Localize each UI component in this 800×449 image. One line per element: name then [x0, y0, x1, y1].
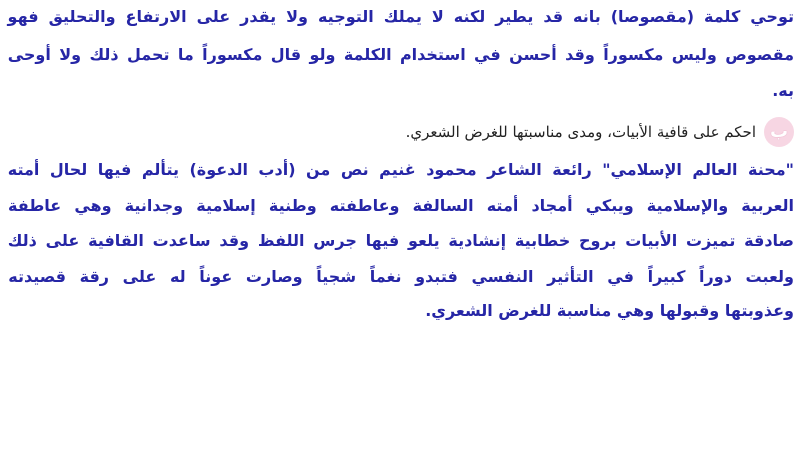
question-row: [406, 114, 794, 150]
answer-line: العربية والإسلامية ويبكي أمجاد أمته السالفة وعاطفته وطنية إسلامية وجدانية وهي عاطفة: [8, 196, 794, 215]
paragraph-line: توحي كلمة (مقصوصا) بانه قد يطير لكنه لا يملك التوجيه ولا يقدر على الارتفاع والتحليق فهو: [7, 7, 794, 26]
answer-line: وعذوبتها وقبولها وهي مناسبة للغرض الشعري.: [425, 301, 794, 320]
answer-line: ولعبت دوراً كبيراً في التأثير النفسي فتبدو نغماً شجياً وصارت عوناً له على رقة قصيدته: [8, 267, 794, 286]
paragraph-line: به.: [772, 81, 794, 100]
answer-line: صادقة تميزت الأبيات بروح خطابية إنشادية يلعو فيها جرس اللفظ وقد ساعدت القافية على ذلك: [7, 231, 794, 250]
paragraph-line: مقصوص وليس مكسوراً وقد أحسن في استخدام الكلمة ولو قال مكسوراً ما تحمل ذلك ولا أوحى: [7, 45, 794, 64]
answer-line: "محنة العالم الإسلامي" رائعة الشاعر محمود غنيم نص من (أدب الدعوة) يتألم فيها لحال أمته: [7, 160, 794, 179]
question-text: احكم على قافية الأبيات، ومدى مناسبتها للغرض الشعري.: [405, 123, 756, 141]
question-badge: [764, 117, 794, 147]
question-badge-letter: ب: [769, 121, 789, 142]
